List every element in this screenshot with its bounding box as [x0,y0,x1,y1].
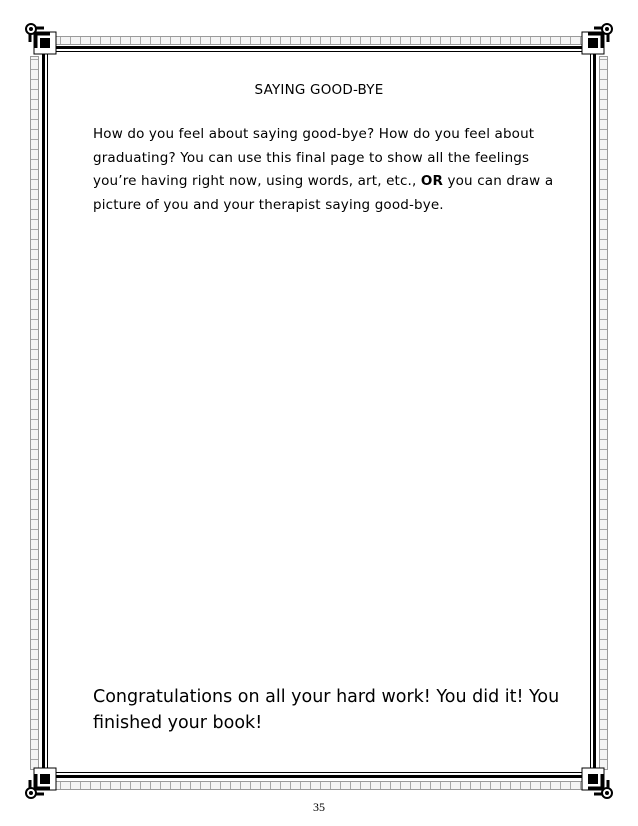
corner-ornament-bottom-right-icon [580,766,614,800]
page-number: 35 [313,800,325,814]
instructions-emphasis: OR [420,173,444,189]
left-tile-border [30,56,39,770]
instructions-paragraph [93,123,563,217]
closing-message: Congratulations on all your hard work! You did it! You finished your book! [93,687,560,733]
top-tile-border [50,36,588,45]
corner-ornament-top-left-icon [24,22,58,56]
instructions-text-end: you can draw a picture of you and your therapist saying good-bye. [93,173,554,213]
corner-ornament-top-right-icon [580,22,614,56]
corner-ornament-bottom-left-icon [24,766,58,800]
page-title: SAYING GOOD-BYE [254,82,384,98]
instructions-text-start: How do you feel about saying good-bye? How do you feel about graduating? You can use this final page to show all the feelings you’re having right now, using words, art, etc., [93,126,535,189]
right-tile-border [599,56,608,770]
bottom-tile-border [50,781,588,790]
